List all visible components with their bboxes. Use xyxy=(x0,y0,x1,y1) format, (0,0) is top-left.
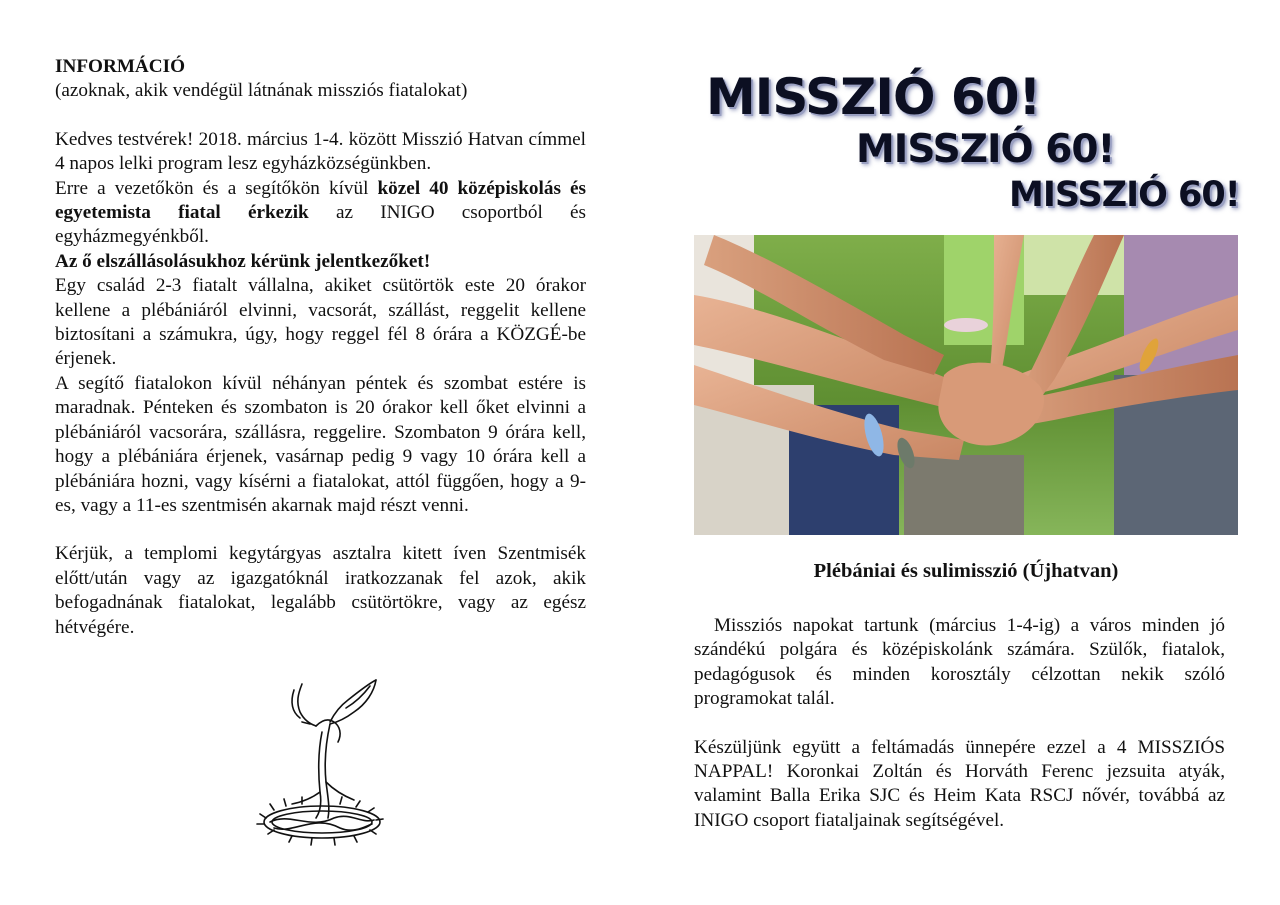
parish-mission-subtitle: Plébániai és sulimisszió (Újhatvan) xyxy=(813,560,1119,582)
info-paragraph-weekend: A segítő fiatalokon kívül néhányan péntek és szombat estére is maradnak. Pénteken és szombaton is 20 órakor kell őket elvinni a plébániáról vacsorára, szállásra, reggelire. Szombaton 9 órára kell, hogy a plébániára érjenek, vasárnap pedig 9 vagy 10 órára kell a plébániára hozni, vagy kísérni a fiatalokat, attól függően, hogy a 9-es, vagy a 11-es szentmisén akarnak majd részt venni. xyxy=(55,372,586,516)
mission-paragraph-easter: Készüljünk együtt a feltámadás ünnepére ezzel a 4 MISSZIÓS NAPPAL! Koronkai Zoltán és Horváth Ferenc jezsuita atyák, valamint Balla Erika SJC és Heim Kata RSCJ nővér, továbbá az INIGO csoport fiataljainak segítségével. xyxy=(694,736,1225,831)
info-paragraph-intro: Kedves testvérek! 2018. március 1-4. között Misszió Hatvan címmel 4 napos lelki program lesz egyházközségünkben. xyxy=(55,128,586,175)
dove-crown-illustration xyxy=(250,672,390,852)
mission-title-medium: MISSZIÓ 60! xyxy=(856,127,1115,172)
mission-paragraph-days: Missziós napokat tartunk (március 1-4-ig) a város minden jó szándékú polgára és középiskolánk számára. Szülők, fiatalok, pedagógusok és minden korosztály célzottan nekik szóló programokat talál. xyxy=(694,615,1225,710)
info-column xyxy=(55,55,586,640)
mission-description xyxy=(694,614,1225,833)
info-bold-count: közel 40 középiskolás és egyetemista fiatal érkezik xyxy=(55,177,586,224)
info-heading: INFORMÁCIÓ xyxy=(55,56,186,77)
info-subheading: (azoknak, akik vendégül látnának missziós fiatalokat) xyxy=(55,80,468,102)
stacked-hands-photo xyxy=(694,235,1238,535)
info-paragraph-arrivals: Erre a vezetőkön és a segítőkön kívül közel 40 középiskolás és egyetemista fiatal érkezik az INIGO csoportból és egyházmegyénkből. xyxy=(55,177,586,248)
info-paragraph-signup: Kérjük, a templomi kegytárgyas asztalra kitett íven Szentmisék előtt/után vagy az igazgatóknál iratkozzanak fel azok, akik befogadnának fiatalokat, legalább csütörtökre, vagy az egész hétvégére. xyxy=(55,543,586,638)
mission-title-small: MISSZIÓ 60! xyxy=(1009,175,1240,215)
mission-title-large: MISSZIÓ 60! xyxy=(706,68,1041,126)
info-call-to-action: Az ő elszállásolásukhoz kérünk jelentkezőket! xyxy=(55,250,431,272)
info-paragraph-family: Egy család 2-3 fiatalt vállalna, akiket csütörtök este 20 órakor kellene a plébániáról elvinni, vacsorát, szállást, reggelit kellene biztosítani a számukra, úgy, hogy reggel fél 8 órára a KÖZGÉ-be érjenek. xyxy=(55,275,586,370)
